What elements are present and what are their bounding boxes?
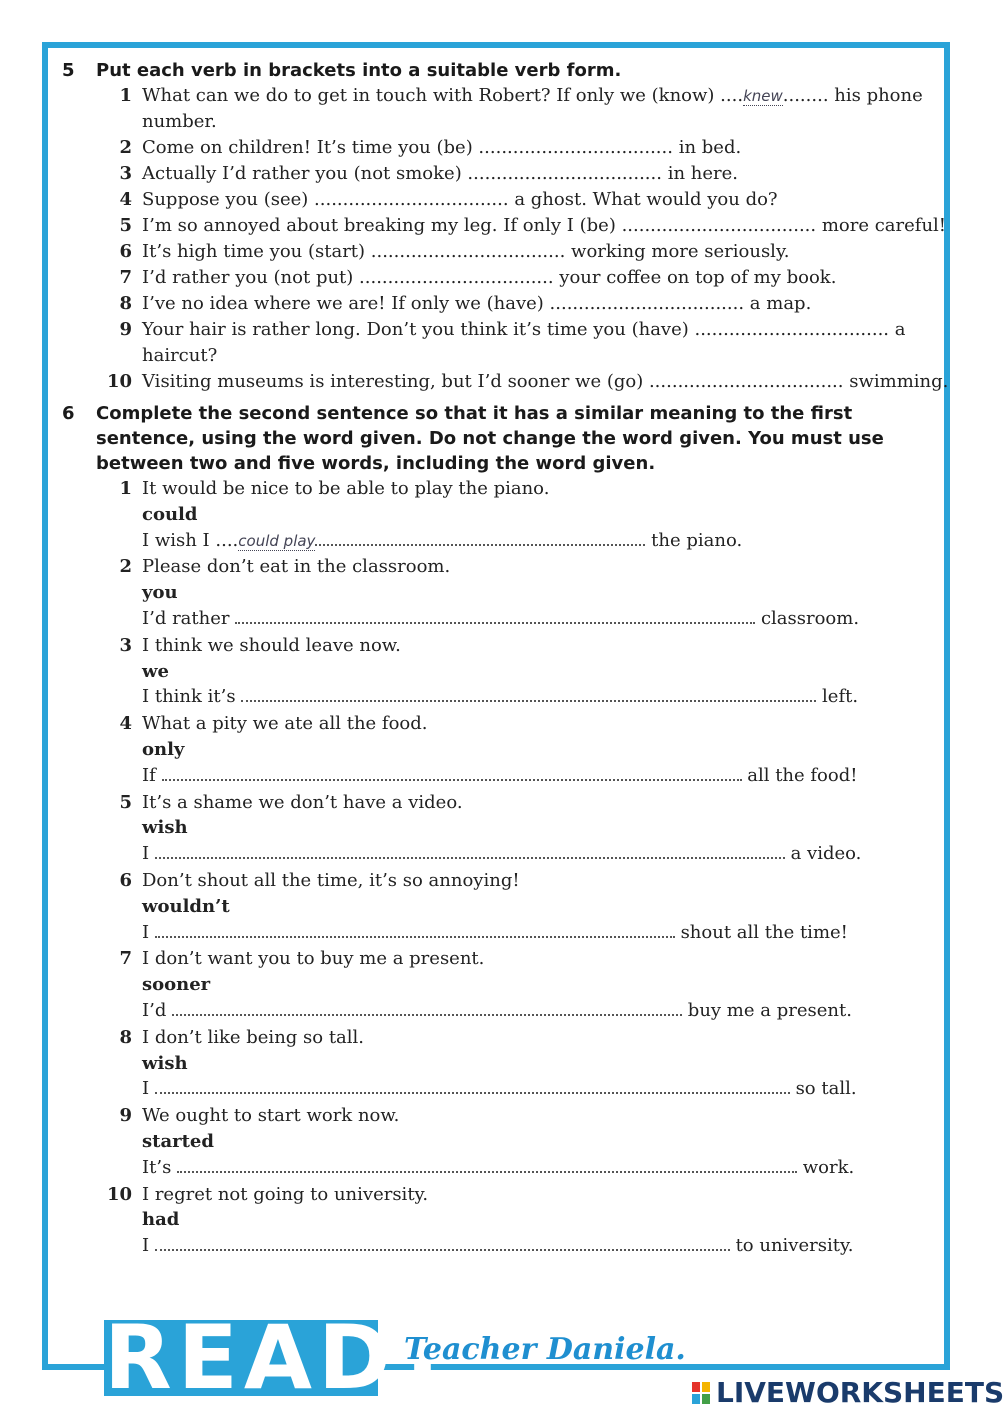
sentence-start: It’s high time you (start) ..................................	[142, 241, 566, 262]
section-6-items	[62, 476, 952, 1260]
first-sentence: I don’t want you to buy me a present.	[142, 948, 485, 970]
item-number: 5	[119, 215, 132, 236]
item-text	[142, 239, 952, 265]
section-title: Put each verb in brackets into a suitable verb form.	[96, 60, 622, 81]
sentence-start: Visiting museums is interesting, but I’d sooner we (go) ..................................	[142, 371, 844, 392]
sentence-start: I	[142, 1235, 155, 1257]
section-6	[62, 401, 952, 1260]
item-text	[142, 790, 952, 868]
item-number: 10	[106, 371, 132, 392]
item-text	[142, 187, 952, 213]
item-number: 1	[119, 85, 132, 106]
section-title: Complete the second sentence so that it has a similar meaning to the first sentence, using the word given. Do not change the word given. You must use between two and five words, including the word given.	[96, 403, 884, 474]
sentence-start: If	[142, 764, 162, 786]
exercise-5-item	[102, 187, 952, 213]
sentence-start: I wish I ....	[142, 529, 239, 551]
sentence-start: Suppose you (see) ..................................	[142, 189, 509, 210]
key-word: had	[142, 1209, 180, 1231]
sentence-end: a map.	[744, 293, 812, 314]
exercise-5-item	[102, 317, 952, 369]
sentence-start: I’ve no idea where we are! If only we (have) ..................................	[142, 293, 745, 314]
sentence-end: shout all the time!	[674, 921, 848, 943]
liveworksheets-logo-icon	[692, 1382, 710, 1404]
item-number: 4	[119, 189, 132, 210]
brand-text: LIVEWORKSHEETS	[716, 1376, 1004, 1409]
teacher-signature: Teacher Daniela.	[404, 1332, 686, 1367]
sentence-start: I	[142, 843, 155, 865]
answer-line[interactable]	[315, 530, 645, 546]
item-number: 9	[119, 1105, 132, 1127]
sentence-start: Come on children! It’s time you (be) ..................................	[142, 137, 673, 158]
item-number: 9	[119, 319, 132, 340]
item-text	[142, 135, 952, 161]
sentence-end: ........ his phone number.	[142, 85, 923, 132]
section-number: 5	[62, 60, 75, 81]
ready-logo: READY	[104, 1306, 461, 1409]
exercise-5-item	[102, 213, 952, 239]
exercise-6-item	[102, 711, 952, 789]
exercise-5-item	[102, 83, 952, 135]
sentence-end: a haircut?	[142, 319, 906, 366]
sentence-end: a ghost. What would you do?	[508, 189, 778, 210]
answer-field[interactable]: could play	[238, 531, 316, 550]
item-text	[142, 1103, 952, 1181]
item-text	[142, 291, 952, 317]
exercise-5-item	[102, 135, 952, 161]
first-sentence: Don’t shout all the time, it’s so annoying!	[142, 869, 520, 891]
exercise-6-item	[102, 1103, 952, 1181]
first-sentence: Please don’t eat in the classroom.	[142, 556, 451, 578]
item-text	[142, 946, 952, 1024]
key-word: wish	[142, 817, 188, 839]
exercise-5-item	[102, 291, 952, 317]
item-number: 2	[119, 556, 132, 578]
first-sentence: It’s a shame we don’t have a video.	[142, 791, 463, 813]
sentence-start: Your hair is rather long. Don’t you think it’s time you (have) ..................................	[142, 319, 890, 340]
key-word: started	[142, 1130, 214, 1152]
item-number: 3	[119, 163, 132, 184]
item-text	[142, 476, 952, 554]
section-number: 6	[62, 403, 75, 424]
sentence-end: classroom.	[755, 607, 860, 629]
item-number: 10	[106, 1183, 132, 1205]
first-sentence: I don’t like being so tall.	[142, 1026, 365, 1048]
item-text	[142, 633, 952, 711]
first-sentence: What a pity we ate all the food.	[142, 713, 428, 735]
exercise-6-item	[102, 633, 952, 711]
first-sentence: I think we should leave now.	[142, 634, 401, 656]
item-text	[142, 213, 952, 239]
first-sentence: It would be nice to be able to play the piano.	[142, 478, 550, 499]
exercise-5-item	[102, 265, 952, 291]
item-text	[142, 868, 952, 946]
item-text	[142, 369, 952, 395]
exercise-6-item	[102, 946, 952, 1024]
exercise-5-item	[102, 239, 952, 265]
key-word: wouldn’t	[142, 895, 230, 917]
answer-line[interactable]	[155, 1235, 730, 1251]
first-sentence: We ought to start work now.	[142, 1105, 400, 1127]
answer-line[interactable]	[177, 1157, 797, 1173]
key-word: could	[142, 503, 198, 525]
item-text	[142, 83, 952, 135]
item-text	[142, 317, 952, 369]
sentence-end: in bed.	[672, 137, 742, 158]
sentence-end: left.	[816, 686, 859, 708]
sentence-start: I think it’s	[142, 686, 242, 708]
sentence-end: buy me a present.	[682, 999, 852, 1021]
item-text	[142, 711, 952, 789]
sentence-end: your coffee on top of my book.	[553, 267, 837, 288]
item-number: 7	[119, 267, 132, 288]
answer-line[interactable]	[155, 843, 785, 859]
item-number: 6	[119, 241, 132, 262]
sentence-end: so tall.	[789, 1078, 857, 1100]
section-5-heading	[62, 58, 952, 83]
sentence-start: I’d rather	[142, 607, 236, 629]
item-number: 8	[119, 1026, 132, 1048]
answer-line[interactable]	[162, 765, 742, 781]
item-text	[142, 161, 952, 187]
answer-line[interactable]	[172, 1000, 682, 1016]
item-text	[142, 554, 952, 632]
answer-line[interactable]	[155, 922, 675, 938]
section-6-heading	[62, 401, 952, 476]
key-word: you	[142, 582, 178, 604]
exercise-6-item	[102, 868, 952, 946]
item-number: 8	[119, 293, 132, 314]
exercise-6-item	[102, 554, 952, 632]
item-text	[142, 265, 952, 291]
sentence-end: working more seriously.	[565, 241, 790, 262]
key-word: we	[142, 660, 169, 682]
sentence-start: I’d rather you (not put) ..................................	[142, 267, 554, 288]
sentence-end: the piano.	[645, 529, 743, 551]
answer-line[interactable]	[241, 686, 816, 702]
first-sentence: I regret not going to university.	[142, 1183, 429, 1205]
item-number: 3	[119, 634, 132, 656]
section-5-items	[62, 83, 952, 395]
key-word: sooner	[142, 974, 211, 996]
item-number: 4	[119, 713, 132, 735]
sentence-start: Actually I’d rather you (not smoke) ..................................	[142, 163, 662, 184]
liveworksheets-brand	[692, 1376, 1004, 1409]
sentence-start: I’d	[142, 999, 173, 1021]
item-text	[142, 1025, 952, 1103]
sentence-start: It’s	[142, 1156, 178, 1178]
section-5	[62, 58, 952, 395]
item-number: 2	[119, 137, 132, 158]
sentence-start: I	[142, 921, 155, 943]
sentence-end: all the food!	[741, 764, 858, 786]
answer-field[interactable]: knew	[743, 87, 783, 105]
exercise-6-item	[102, 790, 952, 868]
worksheet-content	[62, 58, 952, 1260]
sentence-start: I	[142, 1078, 155, 1100]
exercise-6-item	[102, 1182, 952, 1260]
item-number: 1	[119, 478, 132, 499]
item-number: 6	[119, 869, 132, 891]
sentence-start: What can we do to get in touch with Robert? If only we (know) ....	[142, 85, 744, 106]
sentence-end: in here.	[661, 163, 739, 184]
sentence-end: to university.	[729, 1235, 854, 1257]
sentence-end: a video.	[784, 843, 862, 865]
sentence-end: work.	[797, 1156, 855, 1178]
item-number: 7	[119, 948, 132, 970]
answer-line[interactable]	[235, 608, 755, 624]
item-text	[142, 1182, 952, 1260]
sentence-end: more careful!	[816, 215, 947, 236]
exercise-6-item	[102, 476, 952, 554]
key-word: wish	[142, 1052, 188, 1074]
key-word: only	[142, 738, 185, 760]
answer-line[interactable]	[155, 1078, 790, 1094]
item-number: 5	[119, 791, 132, 813]
exercise-5-item	[102, 369, 952, 395]
exercise-6-item	[102, 1025, 952, 1103]
exercise-5-item	[102, 161, 952, 187]
sentence-end: swimming.	[843, 371, 949, 392]
sentence-start: I’m so annoyed about breaking my leg. If only I (be) ..................................	[142, 215, 817, 236]
